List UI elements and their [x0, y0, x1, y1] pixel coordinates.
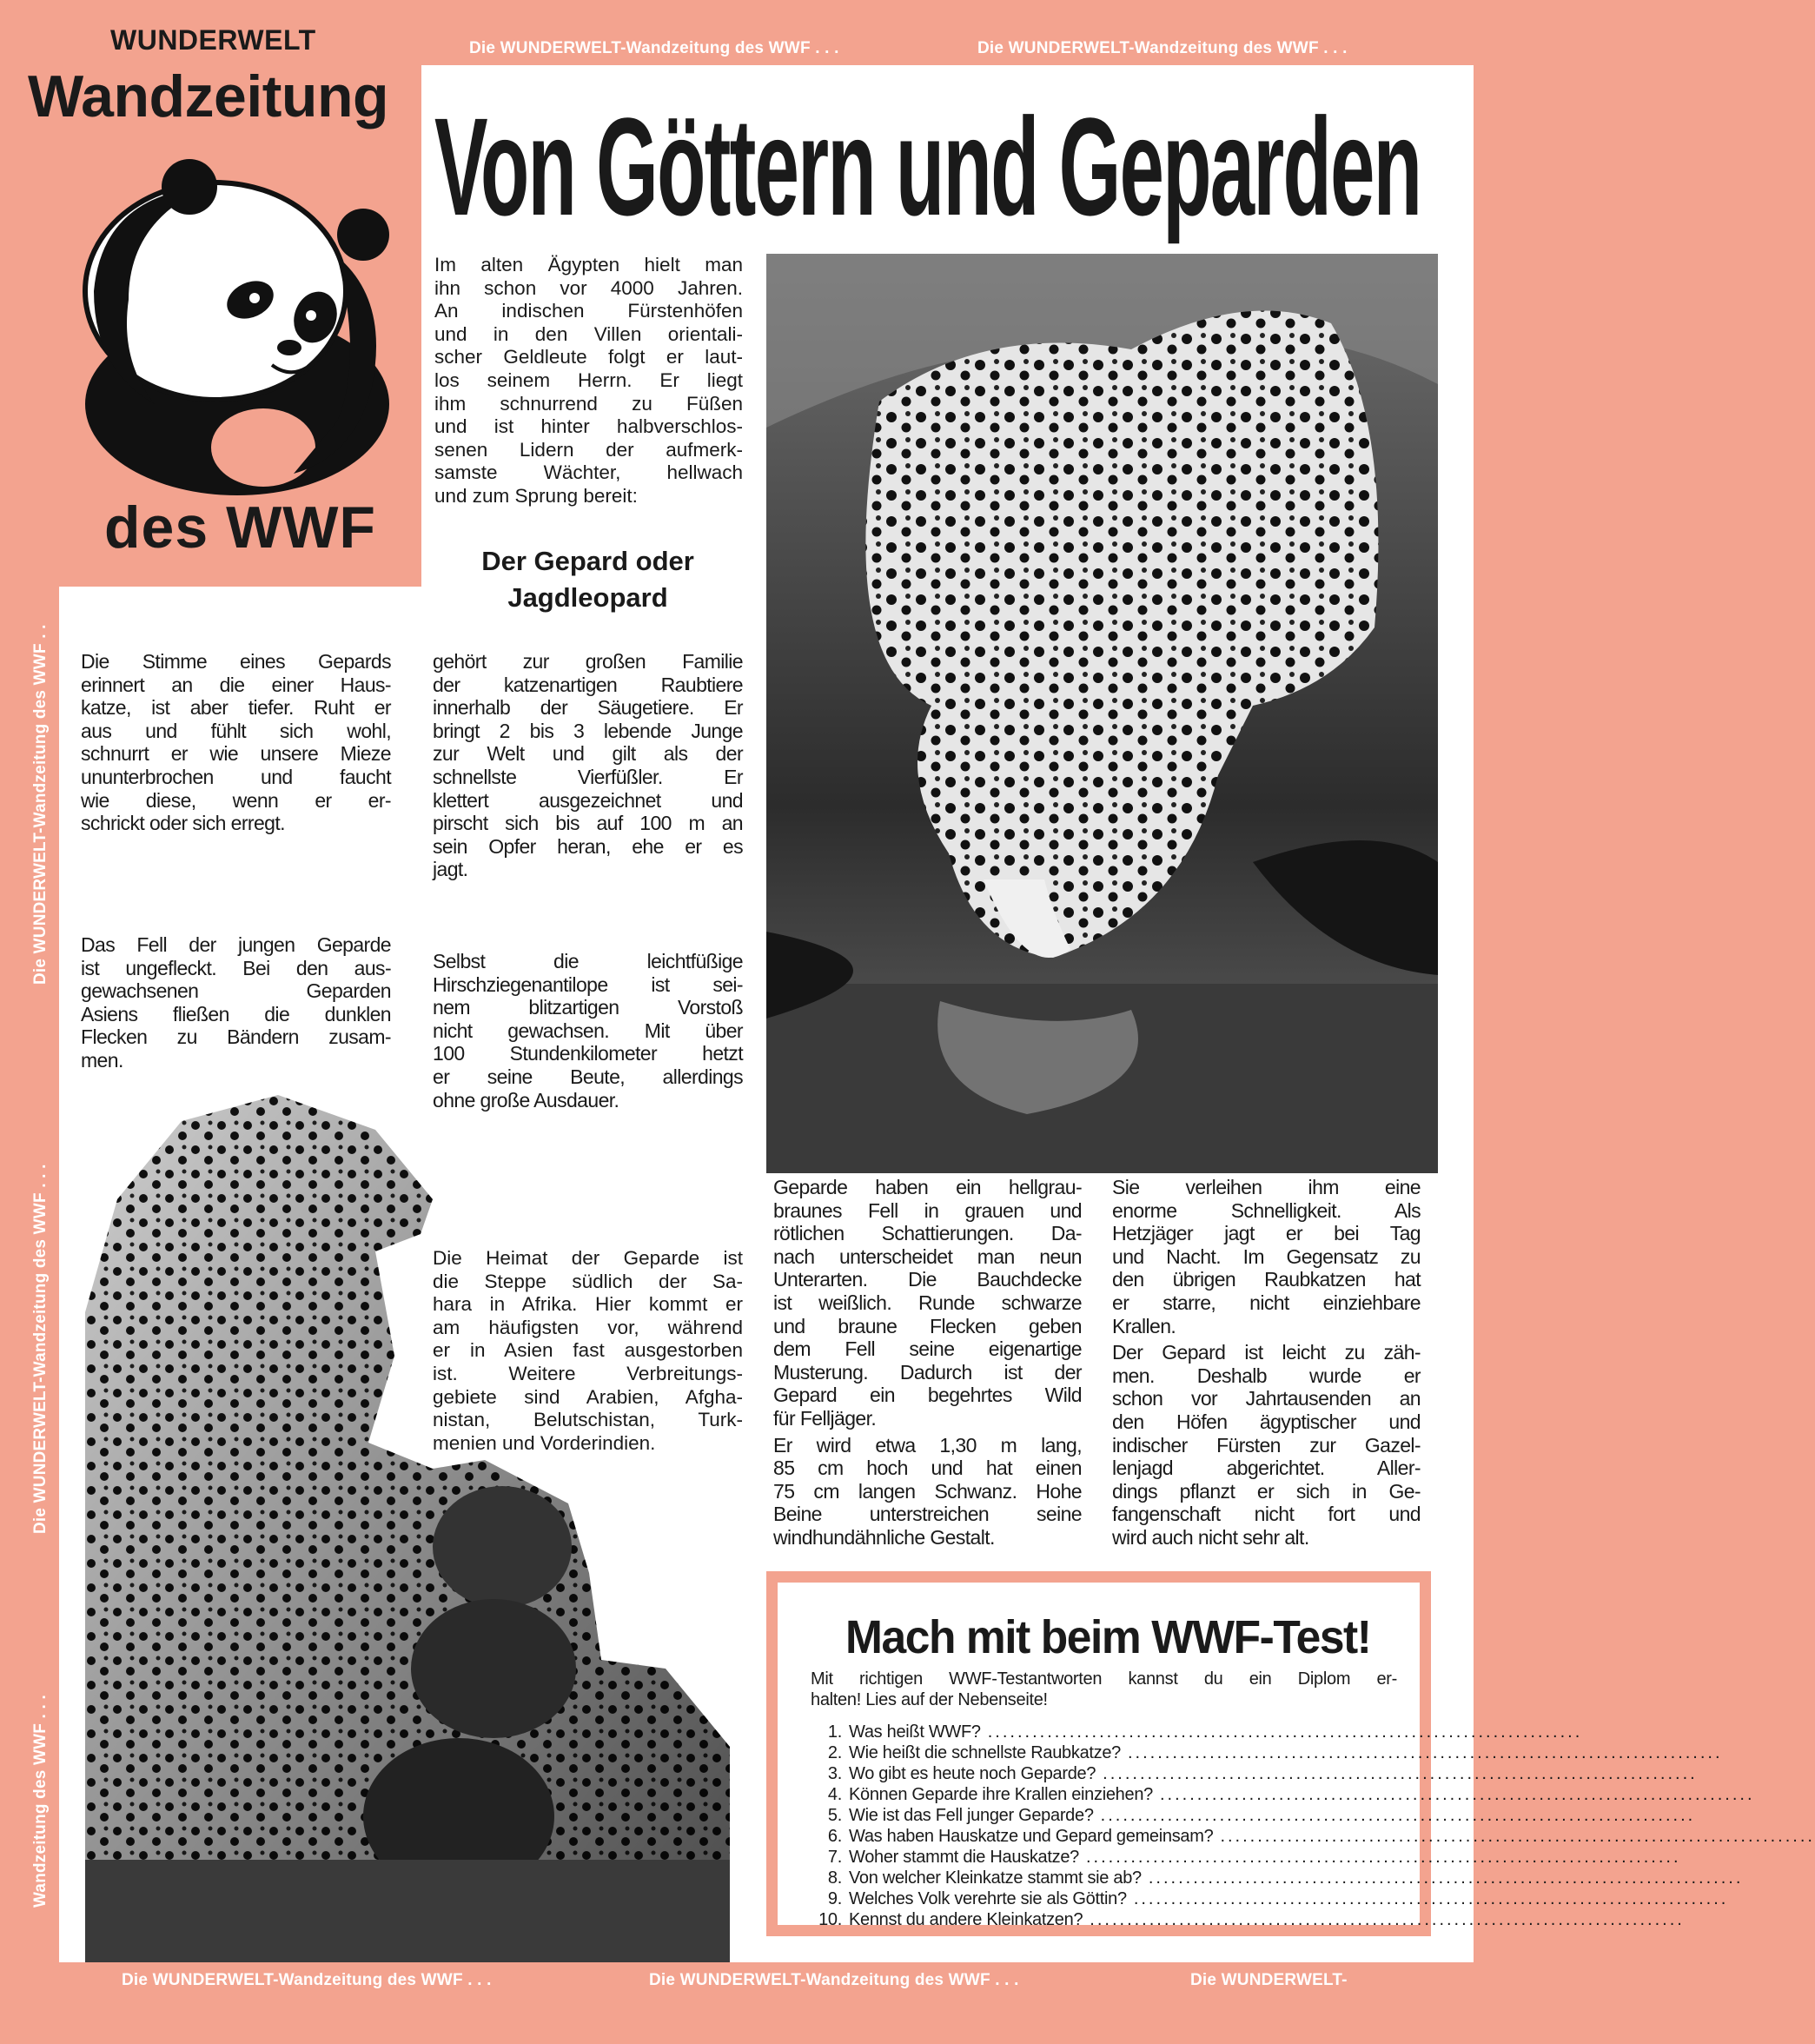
text-line: Er wird etwa 1,30 m lang, — [773, 1433, 1082, 1457]
quiz-question — [811, 1868, 1744, 1888]
paragraph-appearance — [773, 1176, 1082, 1550]
question-text: Wo gibt es heute noch Geparde? — [849, 1764, 1096, 1783]
answer-dotted-line: ................................................................................ — [1220, 1827, 1815, 1846]
text-line: nem blitzartigen Vorstoß — [433, 996, 743, 1019]
text-line: jagt. — [433, 858, 468, 881]
text-line: men. Deshalb wurde er — [1112, 1364, 1421, 1387]
question-number: 9. — [827, 1889, 842, 1908]
text-line: die Steppe südlich der Sa- — [433, 1270, 743, 1292]
text-line: senen Lidern der aufmerk- — [434, 438, 743, 461]
quiz-question — [811, 1888, 1729, 1909]
text-line: rötlichen Schattierungen. Da- — [773, 1222, 1082, 1245]
text-line: gewachsenen Geparden — [81, 979, 391, 1003]
bottom-banner-text: Die WUNDERWELT-Wandzeitung des WWF . . . — [122, 1971, 492, 1989]
quiz-question — [811, 1826, 1815, 1847]
question-number: 6. — [827, 1827, 842, 1846]
bottom-banner-text: Die WUNDERWELT- — [1190, 1971, 1348, 1989]
text-line: samste Wächter, hellwach — [434, 461, 743, 484]
text-line: wird auch nicht sehr alt. — [1112, 1525, 1309, 1549]
subheading-line: Jagdleopard — [507, 582, 668, 613]
text-line: katze, ist aber tiefer. Ruht er — [81, 696, 391, 720]
wwf-panda-logo-icon — [76, 161, 398, 495]
quiz-title: Mach mit beim WWF-Test! — [845, 1611, 1371, 1663]
text-line: am häufigsten vor, während — [433, 1316, 743, 1338]
text-line: er starre, nicht einziehbare — [1112, 1291, 1421, 1314]
quiz-question — [811, 1909, 1685, 1930]
text-line: ohne große Ausdauer. — [433, 1088, 619, 1112]
text-line: indischer Fürsten zur Gazel- — [1112, 1433, 1421, 1457]
answer-dotted-line: ................................................................................ — [1085, 1848, 1681, 1867]
text-line: bringt 2 bis 3 lebende Junge — [433, 719, 743, 742]
question-text: Welches Volk verehrte sie als Göttin? — [849, 1889, 1127, 1908]
answer-dotted-line: ................................................................................ — [1128, 1743, 1723, 1762]
question-number: 3. — [827, 1764, 842, 1783]
text-line: den übrigen Raubkatzen hat — [1112, 1268, 1421, 1291]
intro-paragraph — [434, 254, 743, 508]
text-line: Unterarten. Die Bauchdecke — [773, 1268, 1082, 1291]
top-banner-text: Die WUNDERWELT-Wandzeitung des WWF . . . — [977, 39, 1348, 57]
bottom-banner-text: Die WUNDERWELT-Wandzeitung des WWF . . . — [649, 1971, 1019, 1989]
text-line: Die Stimme eines Gepards — [81, 650, 391, 673]
text-line: 75 cm langen Schwanz. Hohe — [773, 1479, 1082, 1503]
text-line: scher Geldleute folgt er laut- — [434, 346, 743, 368]
text-line: für Felljäger. — [773, 1406, 877, 1430]
text-line: schrickt oder sich erregt. — [81, 812, 285, 835]
cheetah-drinking-photo — [766, 254, 1438, 1173]
text-line: und in den Villen orientali- — [434, 322, 743, 345]
quiz-question — [811, 1722, 1583, 1742]
question-number: 1. — [827, 1722, 842, 1742]
paragraph-voice — [81, 650, 391, 835]
text-line: Der Gepard ist leicht zu zäh- — [1112, 1341, 1421, 1364]
question-text: Woher stammt die Hauskatze? — [849, 1848, 1079, 1867]
question-text: Wie ist das Fell junger Geparde? — [849, 1806, 1094, 1825]
text-line: 85 cm hoch und hat einen — [773, 1457, 1082, 1480]
text-line: fangenschaft nicht fort und — [1112, 1503, 1421, 1526]
text-line: ihm schnurrend zu Füßen — [434, 392, 743, 415]
text-line: Krallen. — [1112, 1314, 1176, 1337]
quiz-question — [811, 1742, 1723, 1763]
text-line: Das Fell der jungen Geparde — [81, 933, 391, 956]
text-line: Sie verleihen ihm eine — [1112, 1176, 1421, 1198]
text-line: Flecken zu Bändern zusam- — [81, 1025, 391, 1049]
text-line: pirscht sich bis auf 100 m an — [433, 812, 743, 835]
text-line: schnurrt er wie unsere Mieze — [81, 742, 391, 766]
text-line: aus und fühlt sich wohl, — [81, 719, 391, 742]
answer-dotted-line: ................................................................................ — [1148, 1868, 1744, 1888]
subheading — [433, 543, 743, 616]
quiz-question — [811, 1763, 1698, 1784]
text-line: Asiens fließen die dunklen — [81, 1002, 391, 1025]
masthead-kicker: WUNDERWELT — [110, 24, 316, 56]
text-line: Im alten Ägypten hielt man — [434, 254, 743, 275]
quiz-question — [811, 1784, 1755, 1805]
paragraph-lines — [1112, 1176, 1421, 1337]
text-line: und braune Flecken geben — [773, 1314, 1082, 1337]
wwf-test-box — [766, 1571, 1815, 1936]
side-banner-text: Wandzeitung des WWF . . . — [31, 1695, 50, 1908]
text-line: und Nacht. Im Gegensatz zu — [1112, 1244, 1421, 1268]
answer-dotted-line: ................................................................................ — [1159, 1785, 1755, 1804]
text-line: gehört zur großen Familie — [433, 650, 743, 673]
text-line: lenjagd abgerichtet. Aller- — [1112, 1457, 1421, 1480]
text-line: braunes Fell in grauen und — [773, 1198, 1082, 1222]
text-line: men. — [81, 1048, 123, 1072]
text-line: Gepard ein begehrtes Wild — [773, 1384, 1082, 1407]
text-line: ist ungefleckt. Bei den aus- — [81, 956, 391, 979]
cheetah-with-cubs-photo — [85, 1095, 730, 1962]
text-line: ihn schon vor 4000 Jahren. — [434, 276, 743, 299]
paragraph-family — [433, 650, 743, 881]
question-number: 4. — [827, 1785, 842, 1804]
subheading-line: Der Gepard oder — [481, 546, 694, 576]
answer-dotted-line: ................................................................................ — [1090, 1910, 1685, 1929]
text-line: hara in Afrika. Hier kommt er — [433, 1293, 743, 1316]
text-line: windhundähnliche Gestalt. — [773, 1525, 995, 1549]
text-line: sein Opfer heran, ehe er es — [433, 834, 743, 858]
question-text: Von welcher Kleinkatze stammt sie ab? — [849, 1868, 1142, 1888]
text-line: innerhalb der Säugetiere. Er — [433, 696, 743, 720]
text-line: nicht gewachsen. Mit über — [433, 1019, 743, 1042]
masthead-title: Wandzeitung — [28, 63, 389, 129]
question-text: Kennst du andere Kleinkatzen? — [849, 1910, 1083, 1929]
paragraph-speed — [433, 950, 743, 1112]
top-banner-text: Die WUNDERWELT-Wandzeitung des WWF . . . — [469, 39, 839, 57]
text-line: Geparde haben ein hellgrau- — [773, 1176, 1082, 1198]
text-line: nach unterscheidet man neun — [773, 1244, 1082, 1268]
article-title: Von Göttern und Geparden — [434, 89, 1421, 244]
text-line: Beine unterstreichen seine — [773, 1503, 1082, 1526]
text-line: Die Heimat der Geparde ist — [433, 1247, 743, 1269]
text-line: nistan, Belutschistan, Turk- — [433, 1409, 743, 1431]
text-line: Mit richtigen WWF-Testantworten kannst du ein Diplom er- — [811, 1669, 1397, 1689]
text-line: klettert ausgezeichnet und — [433, 788, 743, 812]
paragraph-fur-young — [81, 933, 391, 1072]
text-line: ununterbrochen und faucht — [81, 765, 391, 788]
text-line: ist weißlich. Runde schwarze — [773, 1291, 1082, 1314]
text-line: und ist hinter halbverschlos- — [434, 415, 743, 438]
text-line: Musterung. Dadurch ist der — [773, 1360, 1082, 1384]
text-line: An indischen Fürstenhöfen — [434, 300, 743, 322]
question-text: Was haben Hauskatze und Gepard gemeinsam? — [849, 1827, 1214, 1846]
masthead-subtitle: des WWF — [104, 494, 376, 561]
question-number: 7. — [827, 1848, 842, 1867]
text-line: gebiete sind Arabien, Afgha- — [433, 1385, 743, 1408]
answer-dotted-line: ................................................................................ — [1100, 1806, 1696, 1825]
question-text: Können Geparde ihre Krallen einziehen? — [849, 1785, 1153, 1804]
question-number: 5. — [827, 1806, 842, 1825]
text-line: menien und Vorderindien. — [433, 1431, 656, 1454]
answer-dotted-line: ................................................................................ — [1103, 1764, 1698, 1783]
text-line: dem Fell seine eigenartige — [773, 1337, 1082, 1361]
text-line: wie diese, wenn er er- — [81, 788, 391, 812]
text-line: dings pflanzt er sich in Ge- — [1112, 1479, 1421, 1503]
side-banner-text: Die WUNDERWELT-Wandzeitung des WWF . . . — [31, 1164, 50, 1534]
quiz-question — [811, 1847, 1681, 1868]
paragraph-lines — [773, 1434, 1082, 1550]
text-line: zur Welt und gilt als der — [433, 742, 743, 766]
question-number: 10. — [818, 1910, 842, 1929]
text-line: halten! Lies auf der Nebenseite! — [811, 1690, 1048, 1709]
text-line: Hetzjäger jagt er bei Tag — [1112, 1222, 1421, 1245]
text-line: 100 Stundenkilometer hetzt — [433, 1042, 743, 1065]
question-number: 2. — [827, 1743, 842, 1762]
paragraph-hunting — [1112, 1176, 1421, 1550]
text-line: ist. Weitere Verbreitungs- — [433, 1362, 743, 1384]
quiz-intro-lines — [811, 1669, 1397, 1710]
text-line: Selbst die leichtfüßige — [433, 950, 743, 972]
answer-dotted-line: ................................................................................ — [987, 1722, 1583, 1742]
answer-dotted-line: ................................................................................ — [1133, 1889, 1729, 1908]
side-banner-text: Die WUNDERWELT-Wandzeitung des WWF . . — [31, 624, 50, 985]
paragraph-lines — [773, 1176, 1082, 1430]
quiz-intro — [811, 1669, 1397, 1710]
text-line: enorme Schnelligkeit. Als — [1112, 1198, 1421, 1222]
question-number: 8. — [827, 1868, 842, 1888]
question-text: Wie heißt die schnellste Raubkatze? — [849, 1743, 1121, 1762]
quiz-question-list — [811, 1722, 1815, 1930]
text-line: Hirschziegenantilope ist sei- — [433, 972, 743, 996]
text-line: los seinem Herrn. Er liegt — [434, 368, 743, 391]
text-line: er in Asien fast ausgestorben — [433, 1339, 743, 1362]
text-line: der katzenartigen Raubtiere — [433, 673, 743, 696]
text-line: schon vor Jahrtausenden an — [1112, 1387, 1421, 1410]
question-text: Was heißt WWF? — [849, 1722, 981, 1742]
paragraph-lines — [1112, 1341, 1421, 1549]
text-line: erinnert an die einer Haus- — [81, 673, 391, 696]
text-line: und zum Sprung bereit: — [434, 484, 638, 507]
text-line: schnellste Vierfüßler. Er — [433, 765, 743, 788]
text-line: den Höfen ägyptischer und — [1112, 1410, 1421, 1433]
text-line: er seine Beute, allerdings — [433, 1065, 743, 1088]
quiz-question — [811, 1805, 1696, 1826]
